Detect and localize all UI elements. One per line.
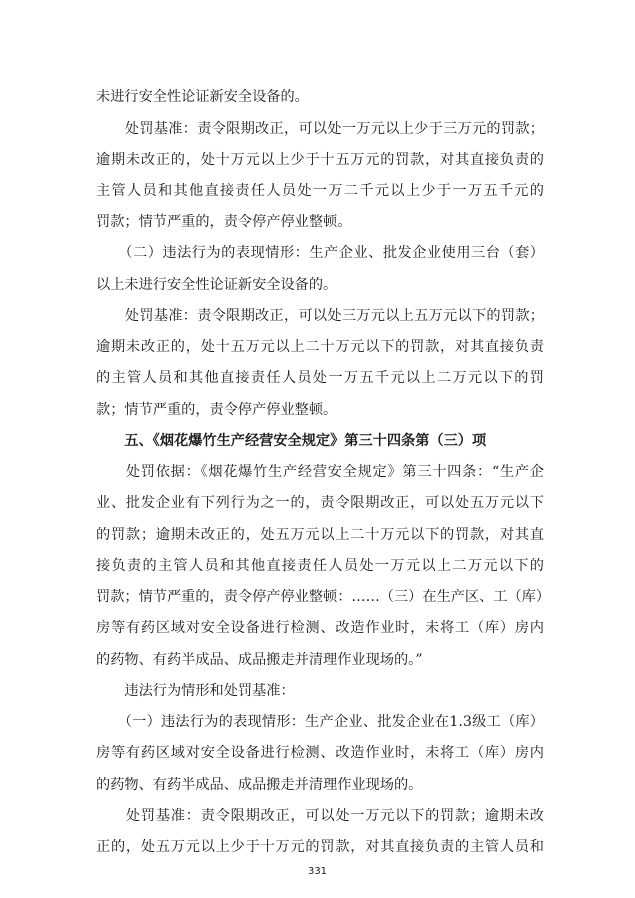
text-line: 的药物、有药半成品、成品搬走并清理作业现场的。” — [96, 652, 423, 668]
text-line: 以上未进行安全性论证新安全设备的。 — [96, 277, 338, 293]
text-line: 违法行为情形和处罚基准： — [96, 683, 295, 699]
text-line: 的罚款；逾期未改正的，处五万元以上二十万元以下的罚款，对其直 — [96, 527, 544, 543]
text-line: 款；情节严重的，责令停产停业整顿。 — [96, 402, 338, 418]
text-line: 处罚依据：《烟花爆竹生产经营安全规定》第三十四条：“生产企 — [96, 464, 544, 480]
text-line: 的药物、有药半成品、成品搬走并清理作业现场的。 — [96, 777, 423, 793]
text-line: 逾期未改正的，处十万元以上少于十五万元的罚款，对其直接负责的 — [96, 152, 544, 168]
text-line: 罚款；情节严重的，责令停产停业整顿。 — [96, 214, 352, 230]
text-line: 正的，处五万元以上少于十万元的罚款，对其直接负责的主管人员和 — [96, 839, 544, 855]
text-line: 未进行安全性论证新安全设备的。 — [96, 89, 309, 105]
text-line: 处罚基准：责令限期改正，可以处一万元以上少于三万元的罚款； — [96, 121, 544, 137]
page-number: 331 — [307, 866, 328, 877]
text-line: （一）违法行为的表现情形：生产企业、批发企业在1.3级工（库） — [96, 714, 544, 730]
text-line: 接负责的主管人员和其他直接责任人员处一万元以上二万元以下的 — [96, 558, 544, 574]
text-line: 处罚基准：责令限期改正，可以处一万元以下的罚款；逾期未改 — [96, 808, 544, 824]
text-line: 的主管人员和其他直接责任人员处一万五千元以上二万元以下的罚 — [96, 370, 544, 386]
section-heading: 五、《烟花爆竹生产经营安全规定》第三十四条第（三）项 — [96, 433, 487, 449]
text-line: 房等有药区域对安全设备进行检测、改造作业时，未将工（库）房内 — [96, 620, 544, 636]
text-line: 处罚基准：责令限期改正，可以处三万元以上五万元以下的罚款； — [96, 308, 544, 324]
text-line: 逾期未改正的，处十五万元以上二十万元以下的罚款，对其直接负责 — [96, 339, 544, 355]
text-line: 房等有药区域对安全设备进行检测、改造作业时，未将工（库）房内 — [96, 745, 544, 761]
text-line: 主管人员和其他直接责任人员处一万二千元以上少于一万五千元的 — [96, 183, 544, 199]
text-line: 罚款；情节严重的，责令停产停业整顿：……（三）在生产区、工（库） — [96, 589, 551, 605]
text-line: 业、批发企业有下列行为之一的，责令限期改正，可以处五万元以下 — [96, 495, 544, 511]
text-line: （二）违法行为的表现情形：生产企业、批发企业使用三台（套） — [96, 245, 544, 261]
